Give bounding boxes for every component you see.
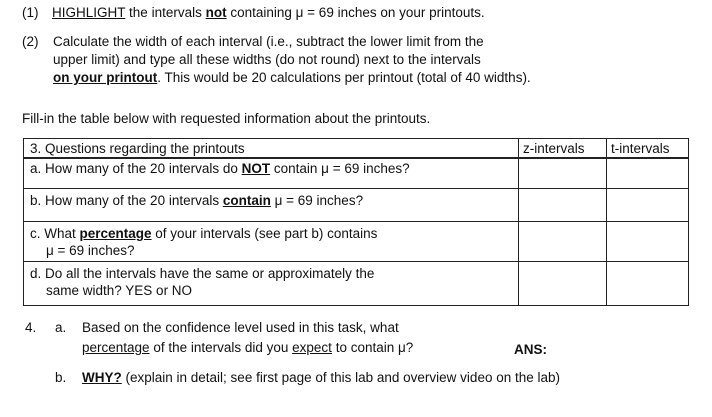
answer-label: ANS: <box>514 342 547 357</box>
question-4a-line-2: percentage of the intervals did you expect to contain μ? <box>82 340 414 355</box>
table-row <box>24 158 689 189</box>
instruction-text: the intervals <box>125 5 206 20</box>
instruction-text: containing μ = 69 inches on your printouts. <box>226 5 485 20</box>
question-c: c. What percentage of your intervals (see part b) contains μ = 69 inches? <box>24 222 519 262</box>
on-your-printout: on your printout <box>53 70 158 85</box>
part-b-label: b. <box>55 370 67 385</box>
fill-in-label: Fill-in the table below with requested information about the printouts. <box>22 111 431 126</box>
printout-questions-table <box>23 138 689 306</box>
instruction-2-line-1: Calculate the width of each interval (i.e., subtract the lower limit from the <box>53 34 484 49</box>
answer-cell-t[interactable] <box>607 262 689 306</box>
answer-cell-z[interactable] <box>519 222 607 262</box>
item-number: (1) <box>22 5 39 20</box>
table-row <box>24 222 689 262</box>
instruction-text: . This would be 20 calculations per printout (total of 40 widths). <box>157 70 531 85</box>
table-header: z-intervals <box>519 139 607 159</box>
question-d: d. Do all the intervals have the same or approximately the same width? YES or NO <box>24 262 519 306</box>
why-word: WHY? <box>82 370 122 385</box>
not-word: not <box>205 5 227 20</box>
table-header: 3. Questions regarding the printouts <box>24 139 519 159</box>
table-row <box>24 262 689 306</box>
answer-cell-t[interactable] <box>607 222 689 262</box>
part-a-label: a. <box>55 320 67 335</box>
answer-cell-t[interactable] <box>607 189 689 222</box>
answer-cell-t[interactable] <box>607 158 689 189</box>
instruction-2-line-3 <box>53 69 531 86</box>
instruction-2-line-2: upper limit) and type all these widths (do not round) next to the intervals <box>53 52 481 67</box>
answer-cell-z[interactable] <box>519 262 607 306</box>
question-4b-text: WHY? (explain in detail; see first page of this lab and overview video on the lab) <box>82 370 561 385</box>
answer-cell-z[interactable] <box>519 189 607 222</box>
highlight-word: HIGHLIGHT <box>52 5 126 20</box>
percentage-word: percentage <box>82 340 150 355</box>
expect-word: expect <box>292 340 332 355</box>
table-header-row <box>24 139 689 159</box>
table-header: t-intervals <box>607 139 689 159</box>
question-a: a. How many of the 20 intervals do NOT contain μ = 69 inches? <box>24 158 519 189</box>
question-4a-line-1: Based on the confidence level used in this task, what <box>82 320 399 335</box>
question-b: b. How many of the 20 intervals contain μ = 69 inches? <box>24 189 519 222</box>
item-number: (2) <box>22 34 39 49</box>
table-row <box>24 189 689 222</box>
question-4-number: 4. <box>25 320 37 335</box>
instruction-1 <box>22 4 485 21</box>
answer-cell-z[interactable] <box>519 158 607 189</box>
